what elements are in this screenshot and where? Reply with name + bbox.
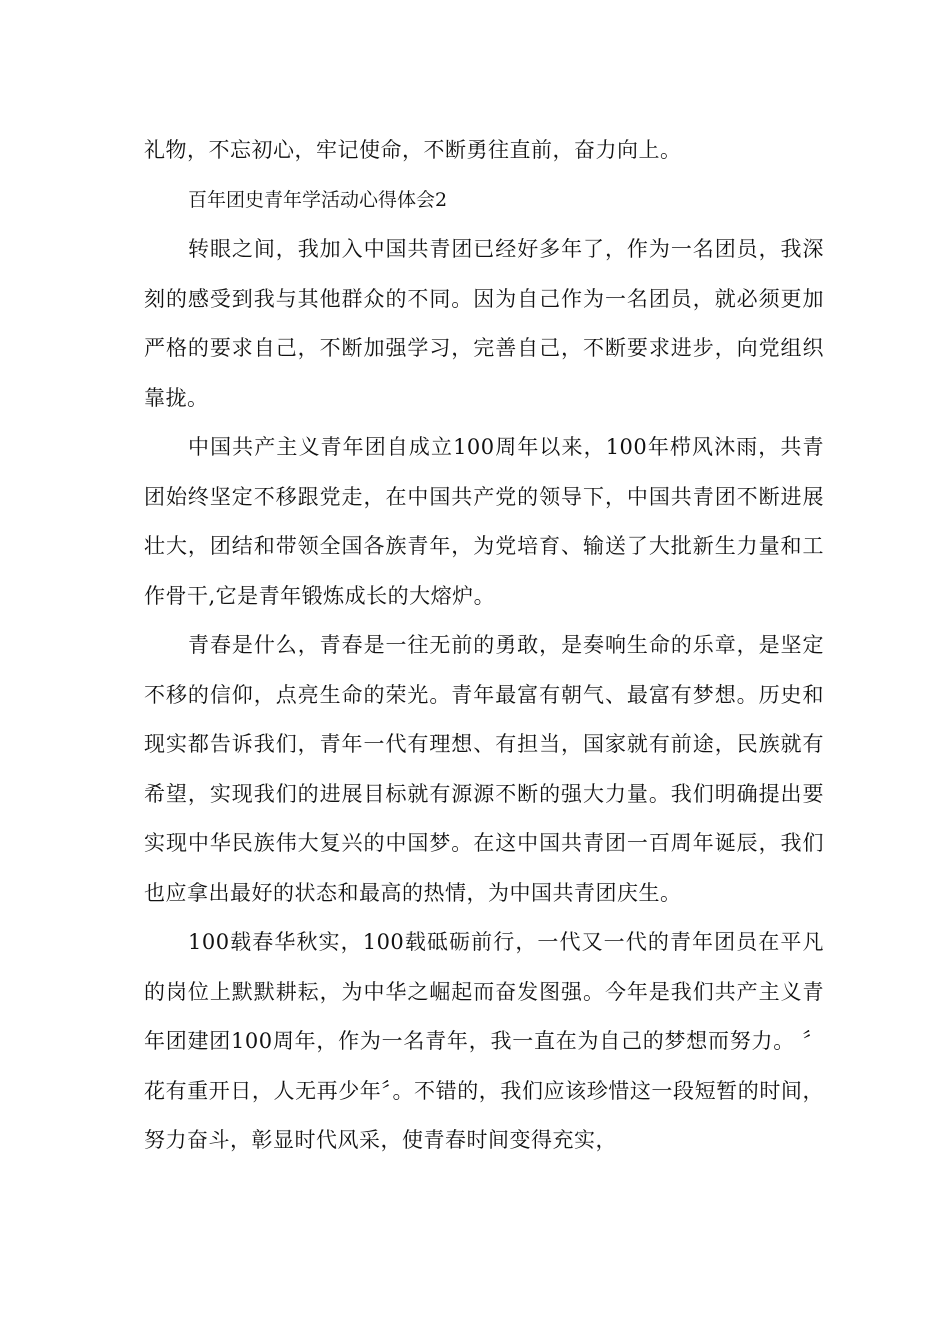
paragraph-league-history: 中国共产主义青年团自成立100周年以来，100年栉风沐雨，共青团始终坚定不移跟党走，在中国共产党的领导下，中国共青团不断进展壮大，团结和带领全国各族青年，为党培育、输送了大批新生力量和工作骨干,它是青年锻炼成长的大熔炉。	[144, 435, 824, 608]
paragraph-joining-league: 转眼之间，我加入中国共青团已经好多年了，作为一名团员，我深刻的感受到我与其他群众的不同。因为自己作为一名团员，就必须更加严格的要求自己，不断加强学习，完善自己，不断要求进步，向党组织靠拢。	[144, 237, 824, 410]
section-heading: 百年团史青年学活动心得体会2	[188, 188, 448, 211]
document-body	[144, 126, 824, 1166]
paragraph-centennial: 100载春华秋实，100载砥砺前行，一代又一代的青年团员在平凡的岗位上默默耕耘，为中华之崛起而奋发图强。今年是我们共产主义青年团建团100周年，作为一名青年，我一直在为自己的梦想而努力。 〞花有重开日，人无再少年〞。不错的，我们应该珍惜这一段短暂的时间，努力奋斗，彰显时代风采，使青春时间变得充实，	[144, 930, 824, 1152]
paragraph-youth: 青春是什么，青春是一往无前的勇敢，是奏响生命的乐章，是坚定不移的信仰，点亮生命的荣光。青年最富有朝气、最富有梦想。历史和现实都告诉我们，青年一代有理想、有担当，国家就有前途，民族就有希望，实现我们的进展目标就有源源不断的强大力量。我们明确提出要实现中华民族伟大复兴的中国梦。在这中国共青团一百周年诞辰，我们也应拿出最好的状态和最高的热情，为中国共青团庆生。	[144, 633, 824, 905]
paragraph-continuation: 礼物，不忘初心，牢记使命，不断勇往直前，奋力向上。	[144, 138, 682, 162]
